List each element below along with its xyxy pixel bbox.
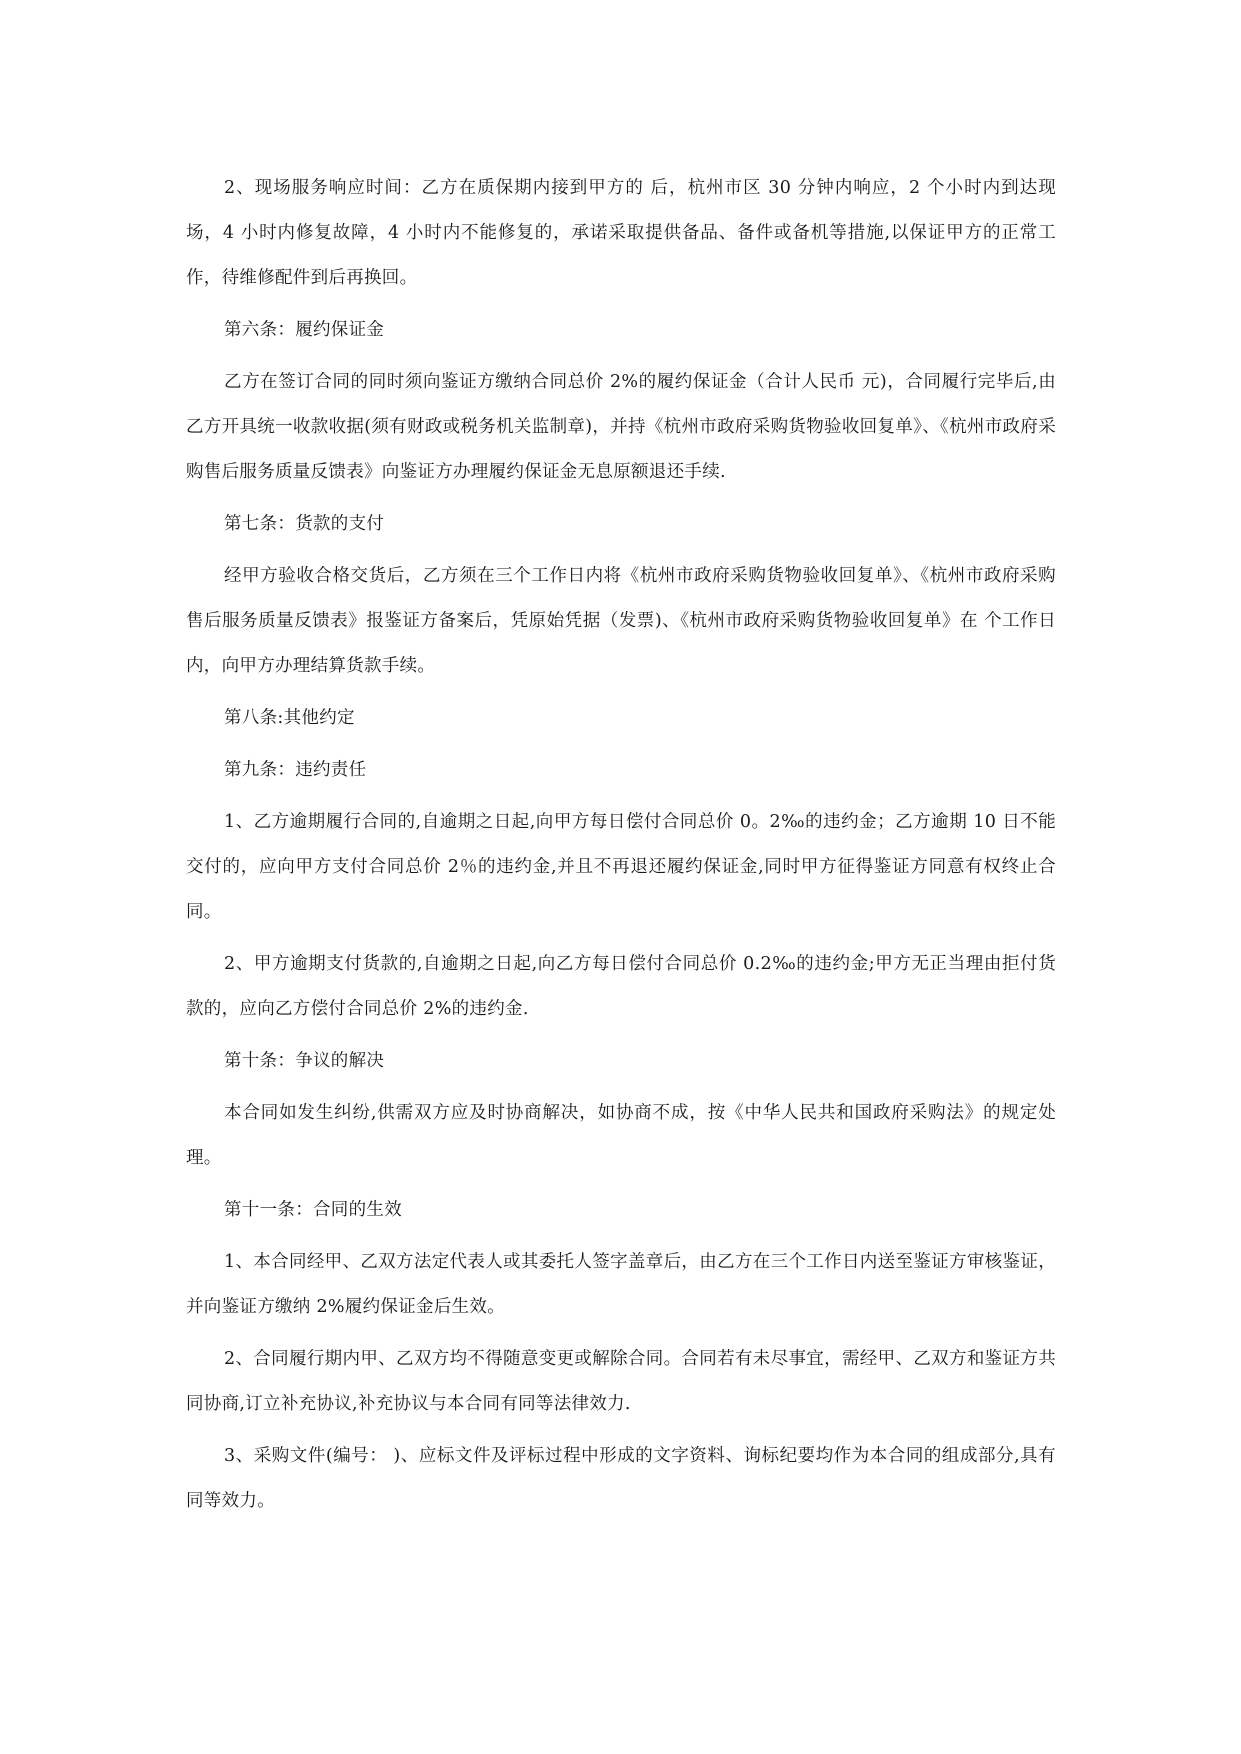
paragraph-dispute: 本合同如发生纠纷,供需双方应及时协商解决，如协商不成，按《中华人民共和国政府采购法》的规定处理。 xyxy=(186,1103,1056,1168)
paragraph-breach-supplier: 1、乙方逾期履行合同的,自逾期之日起,向甲方每日偿付合同总价 0。2‰的违约金；乙方逾期 10 日不能交付的，应向甲方支付合同总价 2％的违约金,并且不再退还履约保证金,同时甲方征得鉴证方同意有权终止合同。 xyxy=(186,812,1056,922)
paragraph-effectiveness-3: 3、采购文件(编号： )、应标文件及评标过程中形成的文字资料、询标纪要均作为本合同的组成部分,具有同等效力。 xyxy=(186,1446,1056,1511)
paragraph-response-time: 2、现场服务响应时间：乙方在质保期内接到甲方的 后，杭州市区 30 分钟内响应，2 个小时内到达现场，4 小时内修复故障，4 小时内不能修复的，承诺采取提供备品、备件或备机等措施,以保证甲方的正常工作，待维修配件到后再换回。 xyxy=(186,178,1056,288)
paragraph-performance-bond: 乙方在签订合同的同时须向鉴证方缴纳合同总价 2%的履约保证金（合计人民币 元)，合同履行完毕后,由乙方开具统一收款收据(须有财政或税务机关监制章)，并持《杭州市政府采购货物验收回复单》、《杭州市政府采购售后服务质量反馈表》向鉴证方办理履约保证金无息原额退还手续. xyxy=(186,372,1056,482)
heading-article-7: 第七条：货款的支付 xyxy=(224,514,385,534)
paragraph-payment: 经甲方验收合格交货后，乙方须在三个工作日内将《杭州市政府采购货物验收回复单》、《杭州市政府采购售后服务质量反馈表》报鉴证方备案后，凭原始凭据（发票)、《杭州市政府采购货物验收回复单》在 个工作日内，向甲方办理结算货款手续。 xyxy=(186,566,1056,676)
heading-article-11: 第十一条：合同的生效 xyxy=(224,1200,402,1220)
heading-article-9: 第九条：违约责任 xyxy=(224,760,367,780)
document-page xyxy=(186,166,1056,1524)
paragraph-effectiveness-1: 1、本合同经甲、乙双方法定代表人或其委托人签字盖章后，由乙方在三个工作日内送至鉴证方审核鉴证，并向鉴证方缴纳 2%履约保证金后生效。 xyxy=(186,1252,1056,1317)
paragraph-breach-buyer: 2、甲方逾期支付货款的,自逾期之日起,向乙方每日偿付合同总价 0.2‰的违约金;甲方无正当理由拒付货款的，应向乙方偿付合同总价 2%的违约金. xyxy=(186,954,1056,1019)
heading-article-8: 第八条:其他约定 xyxy=(224,708,355,728)
heading-article-6: 第六条：履约保证金 xyxy=(224,320,385,340)
heading-article-10: 第十条：争议的解决 xyxy=(224,1051,385,1071)
paragraph-effectiveness-2: 2、合同履行期内甲、乙双方均不得随意变更或解除合同。合同若有未尽事宜，需经甲、乙双方和鉴证方共同协商,订立补充协议,补充协议与本合同有同等法律效力. xyxy=(186,1349,1056,1414)
